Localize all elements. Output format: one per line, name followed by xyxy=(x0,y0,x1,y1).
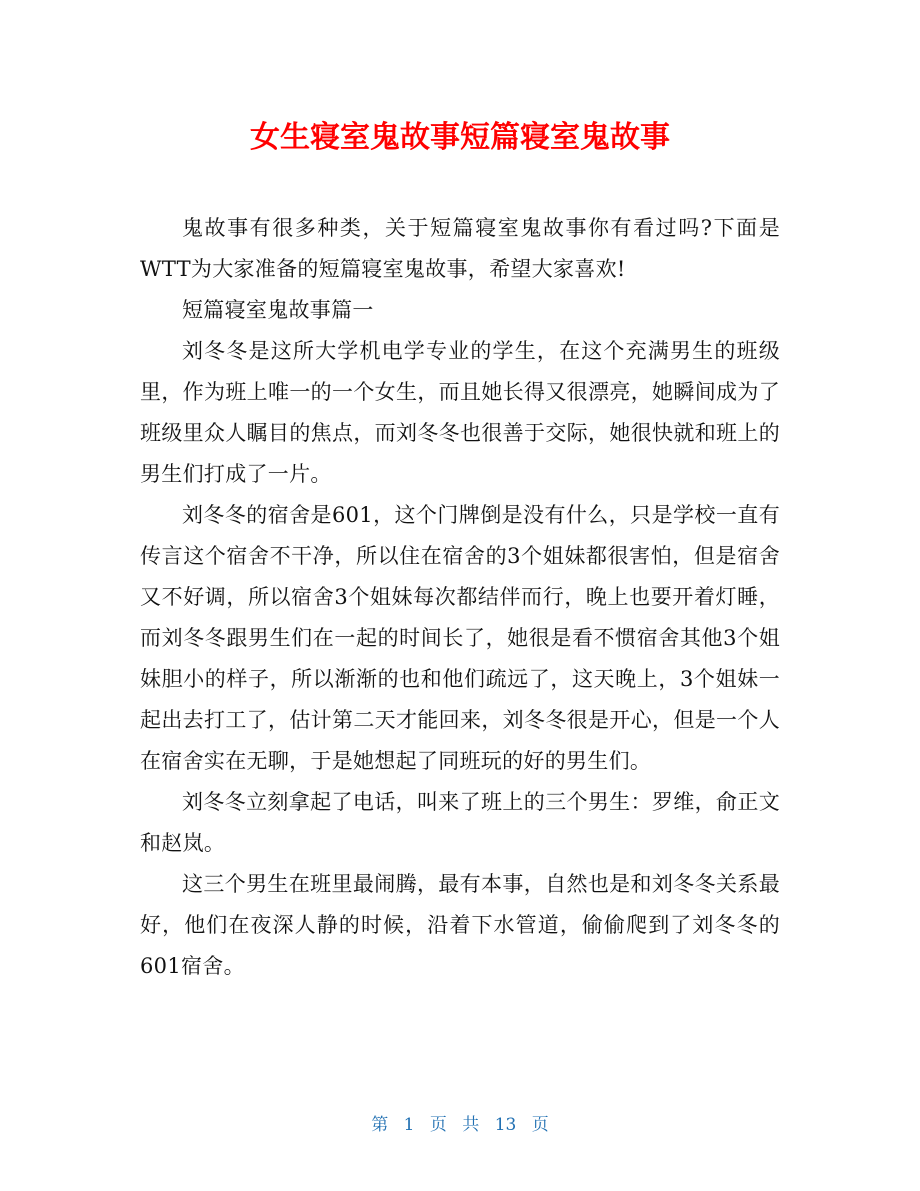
paragraph: 刘冬冬是这所大学机电学专业的学生，在这个充满男生的班级里，作为班上唯一的一个女生，而且她长得又很漂亮，她瞬间成为了班级里众人瞩目的焦点，而刘冬冬也很善于交际，她很快就和班上的男生们打成了一片。 xyxy=(140,339,780,486)
paragraph: 这三个男生在班里最闹腾，最有本事，自然也是和刘冬冬关系最好，他们在夜深人静的时候，沿着下水管道，偷偷爬到了刘冬冬的601宿舍。 xyxy=(140,872,780,978)
paragraph-intro: 鬼故事有很多种类，关于短篇寝室鬼故事你有看过吗?下面是WTT为大家准备的短篇寝室鬼故事，希望大家喜欢! xyxy=(140,216,780,281)
paragraph: 刘冬冬的宿舍是601，这个门牌倒是没有什么，只是学校一直有传言这个宿舍不干净，所以住在宿舍的3个姐妹都很害怕，但是宿舍又不好调，所以宿舍3个姐妹每次都结伴而行，晚上也要开着灯睡，而刘冬冬跟男生们在一起的时间长了，她很是看不惯宿舍其他3个姐妹胆小的样子，所以渐渐的也和他们疏远了，这天晚上，3个姐妹一起出去打工了，估计第二天才能回来，刘冬冬很是开心，但是一个人在宿舍实在无聊，于是她想起了同班玩的好的男生们。 xyxy=(140,503,780,773)
page-title: 女生寝室鬼故事短篇寝室鬼故事 xyxy=(250,120,670,155)
footer-total-word: 共 xyxy=(462,1115,480,1135)
section-heading: 短篇寝室鬼故事篇一 xyxy=(182,298,374,322)
footer-prefix: 第 xyxy=(371,1115,389,1135)
total-pages-number: 13 xyxy=(494,1115,517,1135)
footer-suffix: 页 xyxy=(531,1115,549,1135)
page-footer xyxy=(0,1113,920,1137)
footer-page-word: 页 xyxy=(429,1115,447,1135)
document-body xyxy=(140,208,780,987)
current-page-number: 1 xyxy=(403,1115,415,1135)
paragraph: 刘冬冬立刻拿起了电话，叫来了班上的三个男生：罗维，俞正文和赵岚。 xyxy=(140,790,780,855)
